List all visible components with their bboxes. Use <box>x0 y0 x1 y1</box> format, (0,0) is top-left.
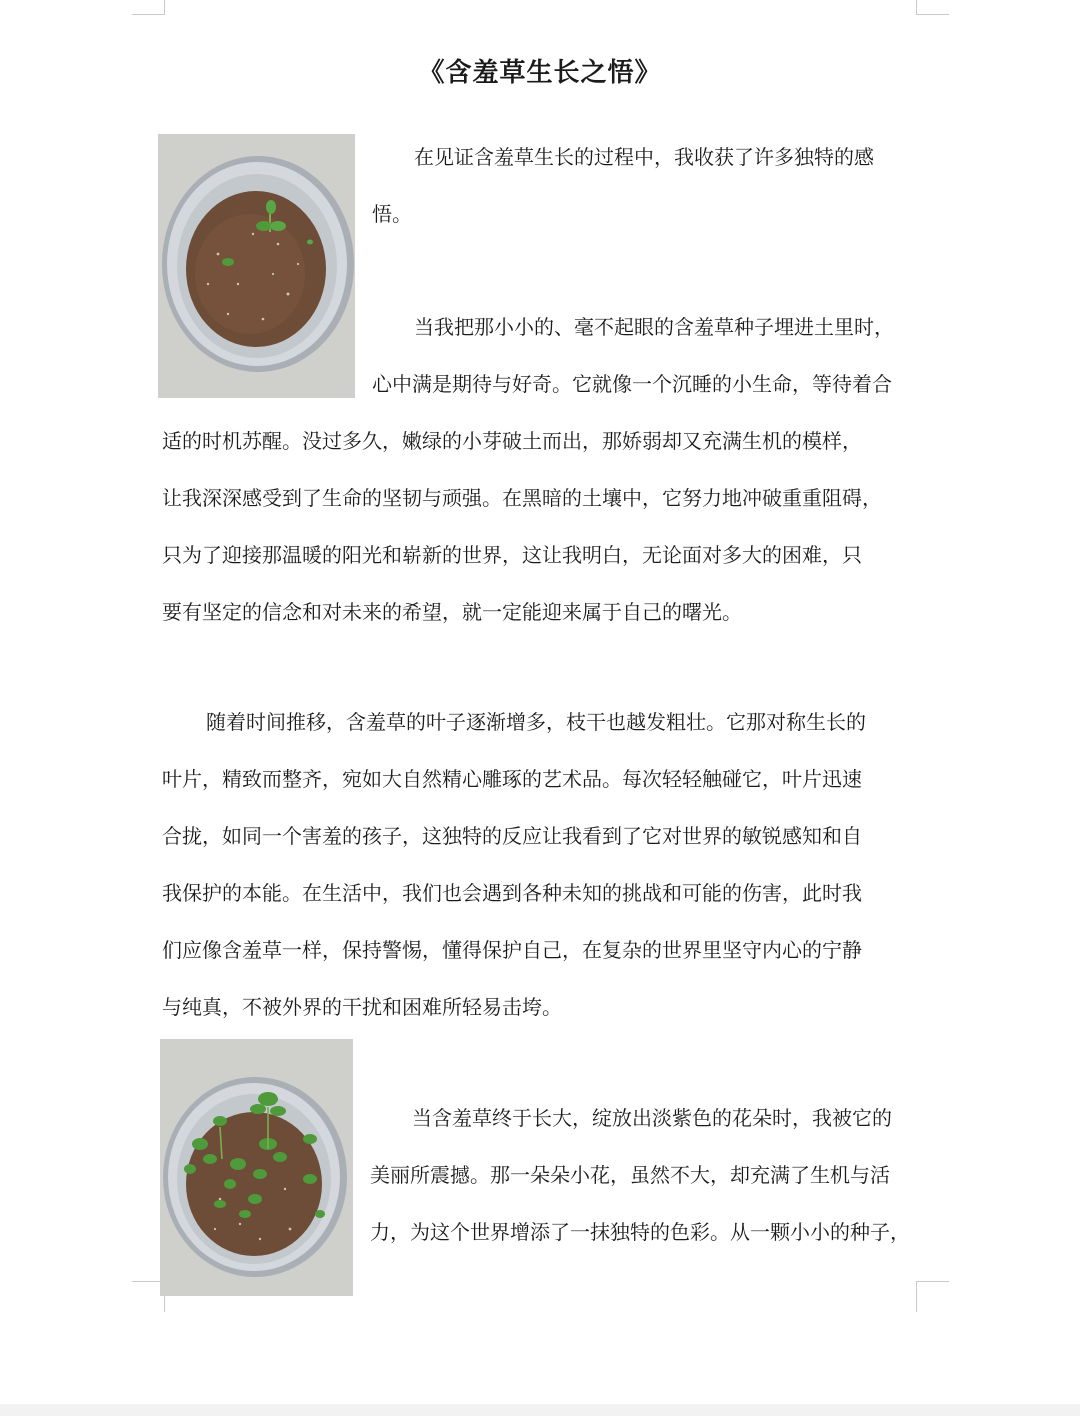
paragraph-line: 合拢，如同一个害羞的孩子，这独特的反应让我看到了它对世界的敏锐感知和自 <box>162 824 862 848</box>
paragraph-2 <box>162 299 918 641</box>
document-title: 《含羞草生长之悟》 <box>418 58 662 88</box>
paragraph-line: 当含羞草终于长大，绽放出淡紫色的花朵时，我被它的 <box>412 1106 892 1130</box>
paragraph-line: 叶片，精致而整齐，宛如大自然精心雕琢的艺术品。每次轻轻触碰它，叶片迅速 <box>162 767 862 791</box>
paragraph-line: 当我把那小小的、毫不起眼的含羞草种子埋进土里时， <box>414 315 894 339</box>
paragraph-3 <box>162 694 918 1036</box>
paragraph-line: 与纯真，不被外界的干扰和困难所轻易击垮。 <box>162 995 562 1019</box>
paragraph-line: 随着时间推移，含羞草的叶子逐渐增多，枝干也越发粗壮。它那对称生长的 <box>206 710 866 734</box>
paragraph-line: 美丽所震撼。那一朵朵小花，虽然不大，却充满了生机与活 <box>370 1163 890 1187</box>
paragraph-line: 适的时机苏醒。没过多久，嫩绿的小芽破土而出，那娇弱却又充满生机的模样， <box>162 429 862 453</box>
paragraph-line: 心中满是期待与好奇。它就像一个沉睡的小生命，等待着合 <box>372 372 892 396</box>
paragraph-4 <box>162 1090 918 1261</box>
paragraph-line: 让我深深感受到了生命的坚韧与顽强。在黑暗的土壤中，它努力地冲破重重阻碍， <box>162 486 882 510</box>
paragraph-line: 要有坚定的信念和对未来的希望，就一定能迎来属于自己的曙光。 <box>162 600 742 624</box>
paragraph-line: 悟。 <box>372 202 412 226</box>
paragraph-line: 力，为这个世界增添了一抹独特的色彩。从一颗小小的种子， <box>370 1220 910 1244</box>
paragraph-line: 我保护的本能。在生活中，我们也会遇到各种未知的挑战和可能的伤害，此时我 <box>162 881 862 905</box>
paragraph-line: 们应像含羞草一样，保持警惕，懂得保护自己，在复杂的世界里坚守内心的宁静 <box>162 938 862 962</box>
paragraph-line: 在见证含羞草生长的过程中，我收获了许多独特的感 <box>414 145 874 169</box>
paragraph-line: 只为了迎接那温暖的阳光和崭新的世界，这让我明白，无论面对多大的困难，只 <box>162 543 862 567</box>
paragraph-1 <box>162 129 918 243</box>
page-corner-mark <box>916 0 949 15</box>
page-corner-mark <box>132 0 165 15</box>
page-bottom-strip <box>0 1404 1080 1416</box>
page-corner-mark <box>916 1281 949 1312</box>
